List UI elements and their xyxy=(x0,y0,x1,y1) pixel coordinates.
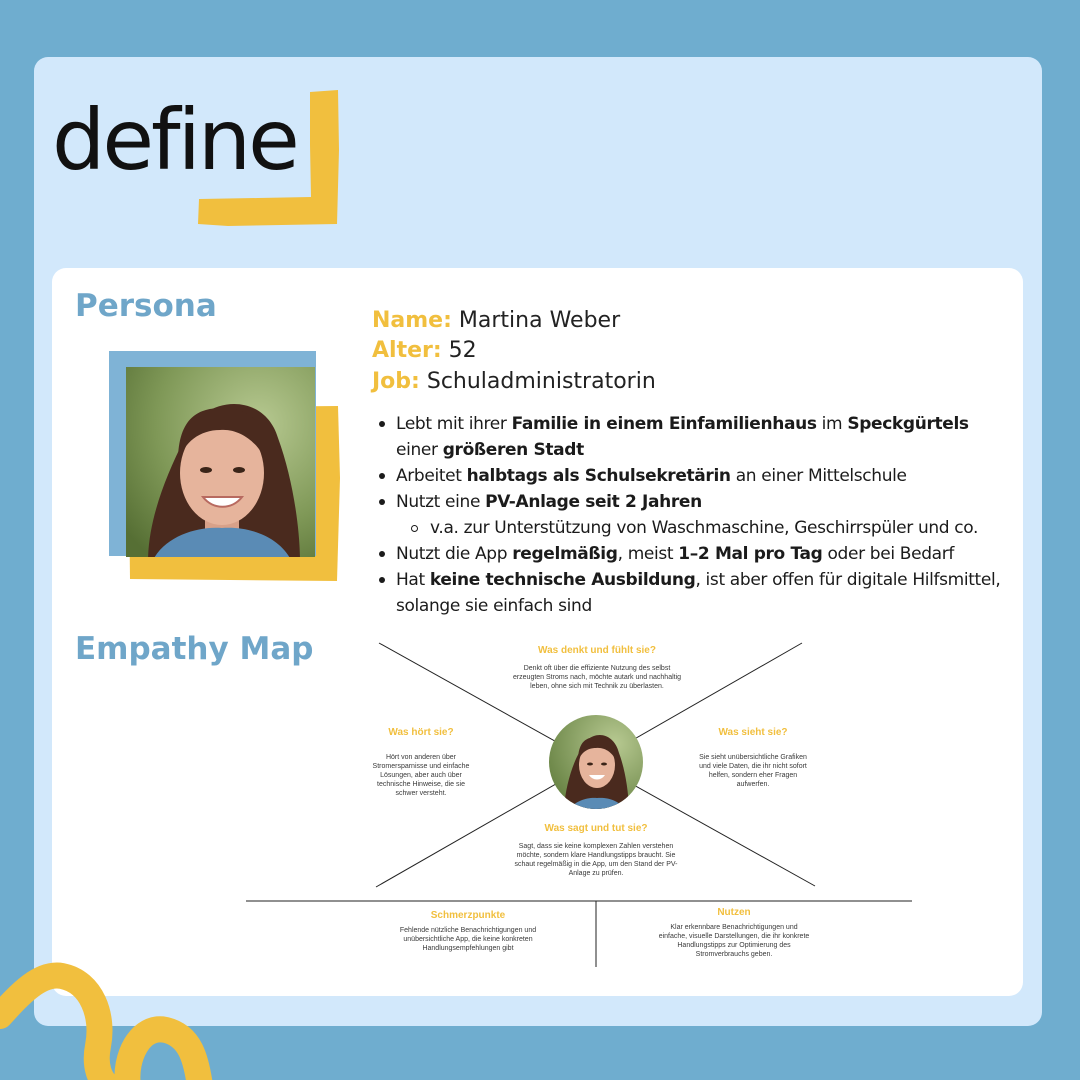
age-value: 52 xyxy=(441,338,477,363)
age-label: Alter: xyxy=(372,338,442,363)
yellow-wave-decoration xyxy=(0,958,240,1080)
map-hears xyxy=(366,727,476,798)
map-says-does xyxy=(514,823,678,878)
persona-bullet: Lebt mit ihrer Familie in einem Einfamilienhaus im Speckgürtels einer größeren Stadt xyxy=(376,411,1016,463)
empathy-map-avatar xyxy=(549,715,643,809)
map-thinks-text: Denkt oft über die effiziente Nutzung des selbst erzeugten Stroms nach, möchte autark und nachhaltig leben, ohne sich mit Technik zu überlasten. xyxy=(512,665,682,690)
name-value: Martina Weber xyxy=(451,308,621,333)
map-sees xyxy=(698,727,808,789)
persona-bullet: Nutzt die App regelmäßig, meist 1–2 Mal pro Tag oder bei Bedarf xyxy=(376,541,1016,567)
map-gains-title: Nutzen xyxy=(717,907,751,918)
map-gains xyxy=(658,907,810,959)
persona-bullet: Arbeitet halbtags als Schulsekretärin an einer Mittelschule xyxy=(376,463,1016,489)
map-thinks-title: Was denkt und fühlt sie? xyxy=(538,645,656,656)
job-label: Job: xyxy=(372,369,420,394)
name-label: Name: xyxy=(372,308,452,333)
map-says-title: Was sagt und tut sie? xyxy=(544,823,648,834)
map-gains-text: Klar erkennbare Benachrichtigungen und einfache, visuelle Darstellungen, die ihr konkrete Handlungstipps zur Optimierung des Stromverbrauchs geben. xyxy=(658,924,810,958)
persona-sub-bullet: v.a. zur Unterstützung von Waschmaschine, Geschirrspüler und co. xyxy=(376,515,1016,541)
persona-heading: Persona xyxy=(75,288,217,324)
map-says-text: Sagt, dass sie keine komplexen Zahlen verstehen möchte, sondern klare Handlungstipps braucht. Sie schaut regelmäßig in die App, um den Stand der PV-Anlage zu prüfen. xyxy=(514,843,678,877)
page-title: define xyxy=(52,91,297,189)
persona-bullet: Hat keine technische Ausbildung, ist aber offen für digitale Hilfsmittel, solange sie einfach sind xyxy=(376,567,1016,619)
map-hears-title: Was hört sie? xyxy=(388,727,454,738)
persona-bullet: Nutzt eine PV-Anlage seit 2 Jahren xyxy=(376,489,1016,515)
map-sees-title: Was sieht sie? xyxy=(718,727,788,738)
map-pain-points xyxy=(390,910,546,953)
map-pains-text: Fehlende nützliche Benachrichtigungen und unübersichtliche App, die keine konkreten Handlungsempfehlungen gibt xyxy=(399,927,537,952)
map-pains-title: Schmerzpunkte xyxy=(430,910,506,921)
map-sees-text: Sie sieht unübersichtliche Grafiken und viele Daten, die ihr nicht sofort helfen, sondern eher Fragen aufwerfen. xyxy=(699,754,807,788)
map-thinks-feels xyxy=(510,645,684,691)
job-value: Schuladministratorin xyxy=(419,369,656,394)
map-hears-text: Hört von anderen über Stromersparnisse und einfache Lösungen, aber auch über technische Hinweise, die sie schwer versteht. xyxy=(372,754,470,797)
empathy-map-heading: Empathy Map xyxy=(75,631,314,667)
